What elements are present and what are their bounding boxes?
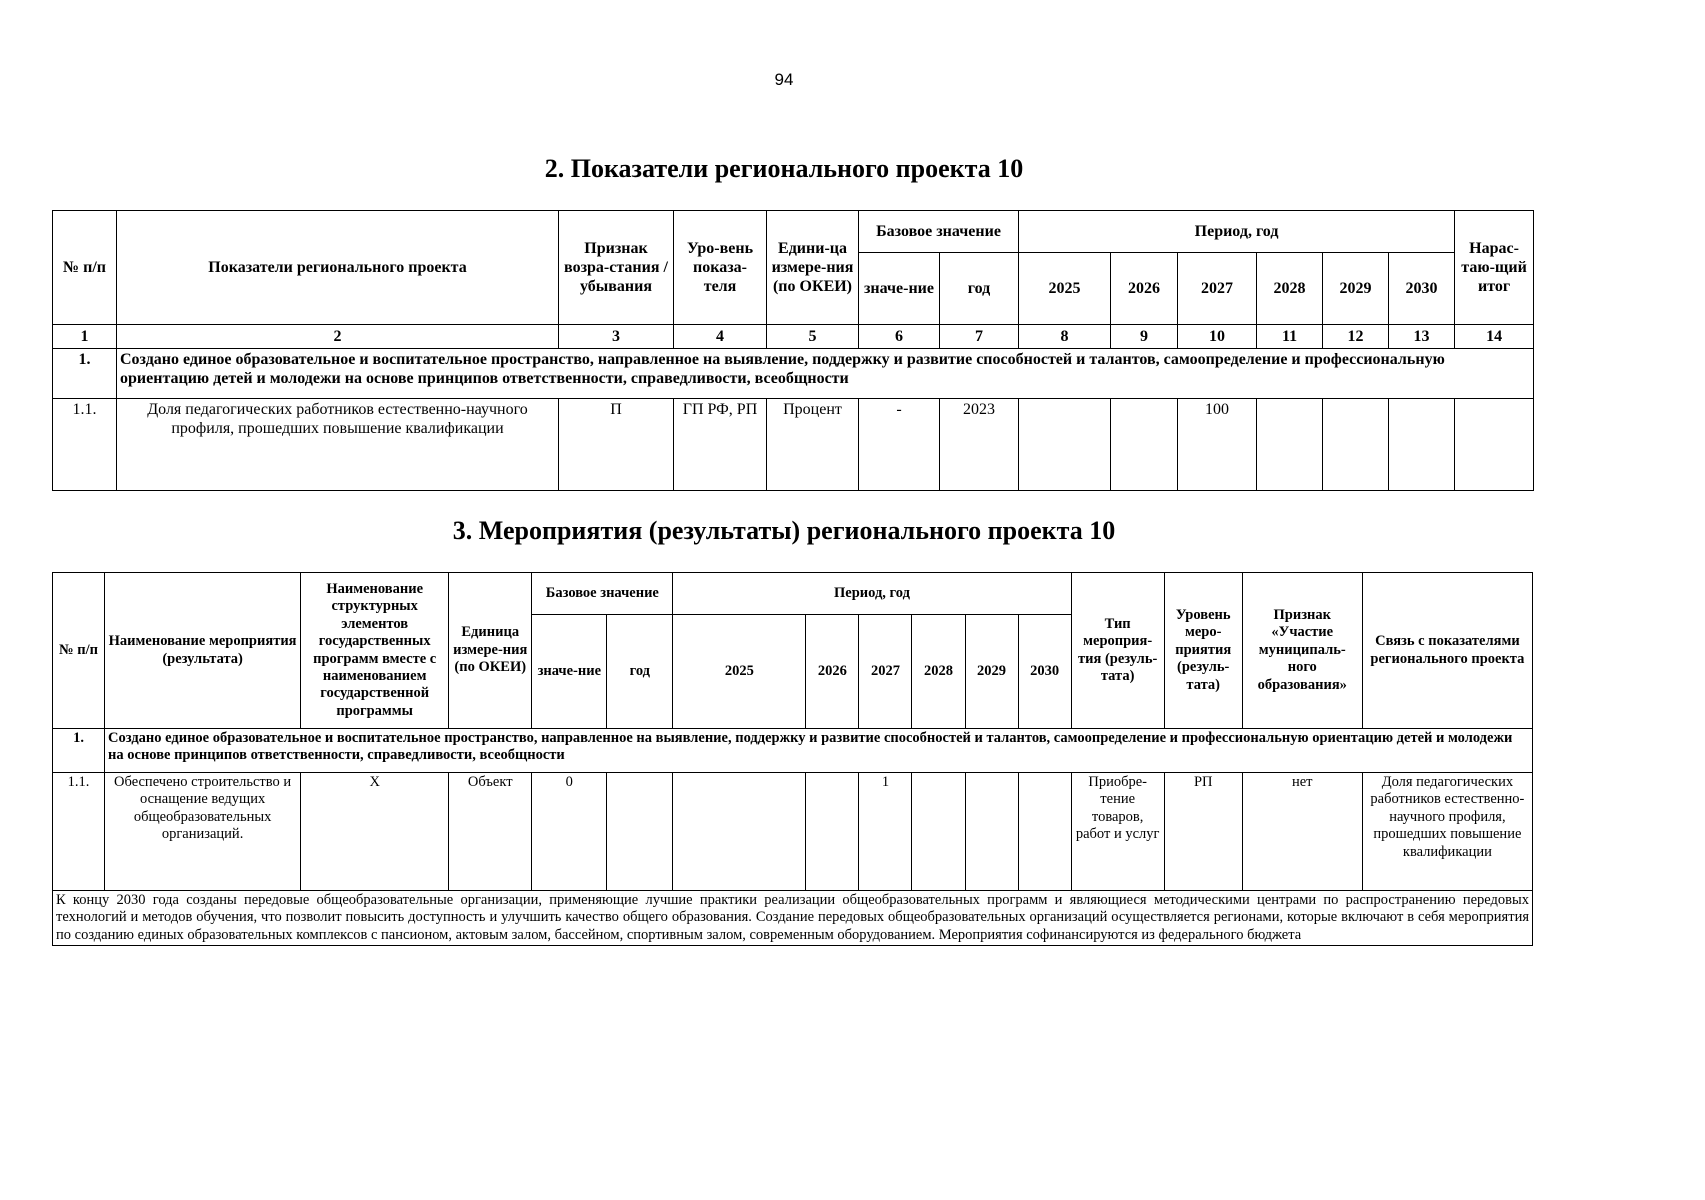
header-num: № п/п — [53, 211, 117, 325]
row-base-year: 2023 — [940, 399, 1019, 491]
group-text: Создано единое образовательное и воспитательное пространство, направленное на выявление, поддержку и развитие способностей и талантов, самоопределение и профессиональную ориентацию детей и молодежи на основе принципов ответственности, справедливости, всеобщности — [105, 729, 1533, 773]
row-num: 1.1. — [53, 773, 105, 891]
column-number: 1 — [53, 325, 117, 349]
column-number: 2 — [117, 325, 559, 349]
note-text: К концу 2030 года созданы передовые общеобразовательные организации, применяющие лучшие практики реализации общеобразовательных программ и являющиеся методическими центрами по распространению передовых технологий и методов обучения, что позволит повысить доступность и улучшить качество общего образования. Создание передовых общеобразовательных организаций осуществляется регионами, которые включают в себя мероприятия по созданию единых образовательных комплексов с пансионом, актовым залом, бассейном, спортивным залом, современным оборудованием. Мероприятия софинансируются из федерального бюджета — [53, 891, 1533, 946]
header-year-2029: 2029 — [1323, 253, 1389, 325]
header-year-2027: 2027 — [859, 615, 912, 729]
header-cumulative: Нарас-таю-щий итог — [1455, 211, 1534, 325]
row-indicator: Доля педагогических работников естественно-научного профиля, прошедших повышение квалификации — [117, 399, 559, 491]
header-level: Уровень меро-приятия (резуль-тата) — [1164, 573, 1242, 729]
activities-table — [52, 572, 1533, 946]
column-number: 6 — [859, 325, 940, 349]
section-2-title: 2. Показатели регионального проекта 10 — [544, 154, 1024, 183]
page-number: 94 — [774, 70, 794, 89]
row-municipal: нет — [1242, 773, 1362, 891]
column-number: 14 — [1455, 325, 1534, 349]
row-unit: Процент — [767, 399, 859, 491]
header-year-2026: 2026 — [1111, 253, 1178, 325]
header-year-2025: 2025 — [673, 615, 806, 729]
column-number: 12 — [1323, 325, 1389, 349]
row-type: Приобре-тение товаров, работ и услуг — [1071, 773, 1164, 891]
header-year-2028: 2028 — [912, 615, 965, 729]
row-unit: Объект — [449, 773, 532, 891]
row-base-value: 0 — [532, 773, 607, 891]
table-row — [53, 399, 1534, 491]
column-number: 11 — [1257, 325, 1323, 349]
row-num: 1.1. — [53, 399, 117, 491]
row-2027: 1 — [859, 773, 912, 891]
group-num: 1. — [53, 729, 105, 773]
header-base-year: год — [607, 615, 673, 729]
row-2025 — [673, 773, 806, 891]
header-year-2026: 2026 — [806, 615, 859, 729]
header-base: Базовое значение — [859, 211, 1019, 253]
column-number: 3 — [559, 325, 674, 349]
row-structural: Х — [301, 773, 449, 891]
header-year-2025: 2025 — [1019, 253, 1111, 325]
column-numbers-row — [53, 325, 1534, 349]
row-2030 — [1389, 399, 1455, 491]
header-base-year: год — [940, 253, 1019, 325]
header-name: Наименование мероприятия (результата) — [105, 573, 301, 729]
header-year-2028: 2028 — [1257, 253, 1323, 325]
row-2030 — [1018, 773, 1071, 891]
note-row — [53, 891, 1533, 946]
header-period: Период, год — [1019, 211, 1455, 253]
header-period: Период, год — [673, 573, 1071, 615]
section-3-title: 3. Мероприятия (результаты) регионального проекта 10 — [452, 516, 1116, 545]
header-municipal: Признак «Участие муниципаль-ного образования» — [1242, 573, 1362, 729]
column-number: 10 — [1178, 325, 1257, 349]
header-year-2030: 2030 — [1018, 615, 1071, 729]
row-2026 — [1111, 399, 1178, 491]
column-number: 9 — [1111, 325, 1178, 349]
header-structural: Наименование структурных элементов государственных программ вместе с наименованием государственной программы — [301, 573, 449, 729]
row-2029 — [965, 773, 1018, 891]
header-base-value: значе-ние — [532, 615, 607, 729]
header-level: Уро-вень показа-теля — [674, 211, 767, 325]
header-year-2030: 2030 — [1389, 253, 1455, 325]
header-unit: Едини-ца измере-ния (по ОКЕИ) — [767, 211, 859, 325]
group-num: 1. — [53, 349, 117, 399]
header-base-value: значе-ние — [859, 253, 940, 325]
row-sign: П — [559, 399, 674, 491]
row-name: Обеспечено строительство и оснащение ведущих общеобразовательных организаций. — [105, 773, 301, 891]
group-row — [53, 349, 1534, 399]
header-type: Тип мероприя-тия (резуль-тата) — [1071, 573, 1164, 729]
row-level: РП — [1164, 773, 1242, 891]
row-2026 — [806, 773, 859, 891]
header-indicator: Показатели регионального проекта — [117, 211, 559, 325]
row-2027: 100 — [1178, 399, 1257, 491]
row-2028 — [912, 773, 965, 891]
header-link: Связь с показателями регионального проекта — [1362, 573, 1532, 729]
header-sign: Признак возра-стания / убывания — [559, 211, 674, 325]
column-number: 7 — [940, 325, 1019, 349]
header-base: Базовое значение — [532, 573, 673, 615]
group-text: Создано единое образовательное и воспитательное пространство, направленное на выявление, поддержку и развитие способностей и талантов, самоопределение и профессиональную ориентацию детей и молодежи на основе принципов ответственности, справедливости, всеобщности — [117, 349, 1534, 399]
column-number: 5 — [767, 325, 859, 349]
row-2025 — [1019, 399, 1111, 491]
header-unit: Единица измере-ния (по ОКЕИ) — [449, 573, 532, 729]
row-2029 — [1323, 399, 1389, 491]
column-number: 13 — [1389, 325, 1455, 349]
table-row — [53, 773, 1533, 891]
header-year-2029: 2029 — [965, 615, 1018, 729]
row-base-year — [607, 773, 673, 891]
group-row — [53, 729, 1533, 773]
column-number: 4 — [674, 325, 767, 349]
header-year-2027: 2027 — [1178, 253, 1257, 325]
column-number: 8 — [1019, 325, 1111, 349]
row-base-value: - — [859, 399, 940, 491]
row-level: ГП РФ, РП — [674, 399, 767, 491]
row-link: Доля педагогических работников естественно-научного профиля, прошедших повышение квалификации — [1362, 773, 1532, 891]
indicators-table — [52, 210, 1534, 491]
header-num: № п/п — [53, 573, 105, 729]
row-2028 — [1257, 399, 1323, 491]
row-cumulative — [1455, 399, 1534, 491]
